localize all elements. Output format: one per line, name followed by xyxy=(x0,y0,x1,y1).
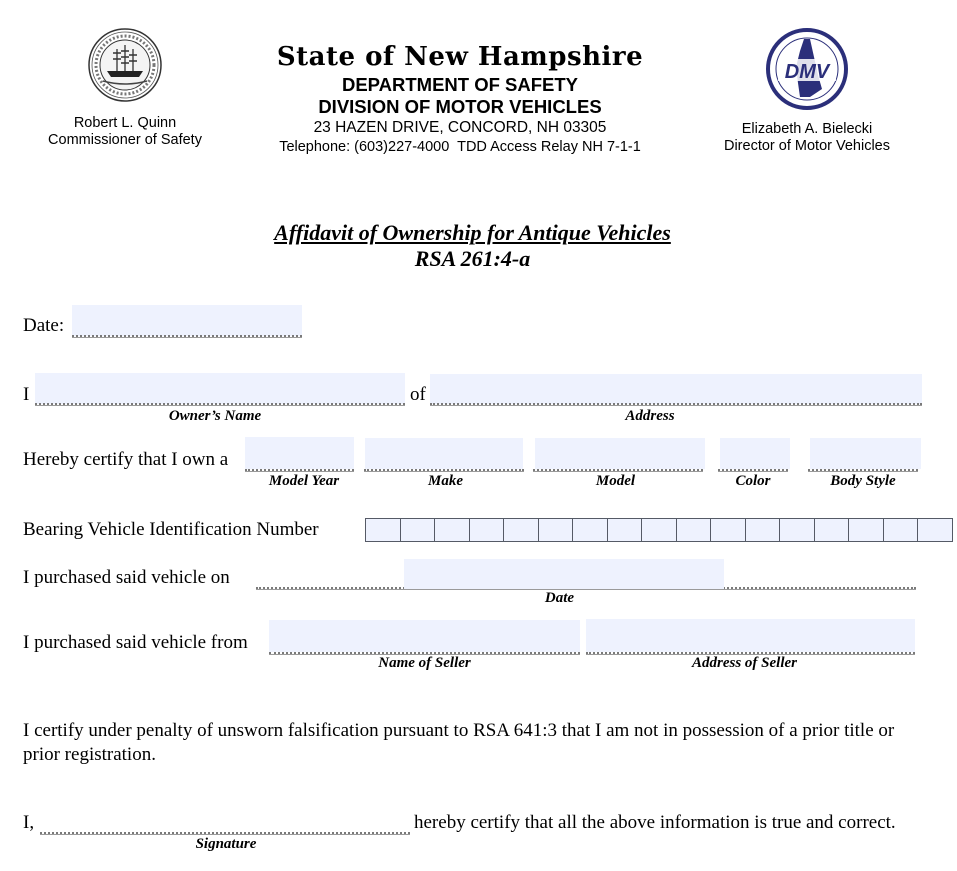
model-year-underline xyxy=(245,469,354,472)
model-year-caption: Model Year xyxy=(268,473,340,489)
model-underline xyxy=(533,469,703,472)
vin-char-input[interactable] xyxy=(848,518,884,542)
owner-of-label: of xyxy=(410,384,426,405)
dmv-logo-text: DMV xyxy=(784,61,830,83)
address-underline xyxy=(430,403,922,406)
owner-name-caption: Owner’s Name xyxy=(168,408,262,424)
owner-name-input[interactable] xyxy=(35,373,405,404)
vin-char-input[interactable] xyxy=(641,518,677,542)
body-style-caption: Body Style xyxy=(830,473,896,489)
vin-char-input[interactable] xyxy=(814,518,850,542)
signature-prefix: I, xyxy=(23,812,35,833)
vin-char-input[interactable] xyxy=(400,518,436,542)
body-style-underline xyxy=(808,469,918,472)
form-subtitle: RSA 261:4-a xyxy=(414,246,531,271)
vin-char-input[interactable] xyxy=(572,518,608,542)
seller-name-input[interactable] xyxy=(269,620,580,652)
vin-char-input[interactable] xyxy=(917,518,953,542)
model-input[interactable] xyxy=(535,438,705,469)
make-input[interactable] xyxy=(365,438,523,469)
vin-char-input[interactable] xyxy=(710,518,746,542)
signature-suffix: hereby certify that all the above information is true and correct. xyxy=(414,812,896,833)
seller-address-caption: Address of Seller xyxy=(692,655,797,671)
purchase-date-label: I purchased said vehicle on xyxy=(23,567,230,588)
vin-label: Bearing Vehicle Identification Number xyxy=(23,519,319,540)
commissioner-name: Robert L. Quinn xyxy=(73,115,177,131)
form-title: Affidavit of Ownership for Antique Vehicles xyxy=(274,220,671,245)
date-input[interactable] xyxy=(72,305,302,336)
date-label: Date: xyxy=(23,315,65,336)
department-name: DEPARTMENT OF SAFETY xyxy=(341,74,579,95)
agency-telephone: Telephone: (603)227-4000 TDD Access Relay NH 7-1-1 xyxy=(279,139,641,155)
body-style-input[interactable] xyxy=(810,438,921,469)
address-input[interactable] xyxy=(430,374,922,404)
make-caption: Make xyxy=(428,473,463,489)
agency-address: 23 HAZEN DRIVE, CONCORD, NH 03305 xyxy=(313,119,607,136)
model-caption: Model xyxy=(595,473,636,489)
state-name: State of New Hampshire xyxy=(276,42,644,72)
address-caption: Address xyxy=(625,408,675,424)
signature-line[interactable] xyxy=(40,832,410,835)
make-underline xyxy=(364,469,524,472)
penalty-statement: I certify under penalty of unsworn falsification pursuant to RSA 641:3 that I am not in possession of a prior title or prior registration. xyxy=(23,720,895,765)
dmv-logo-icon xyxy=(764,27,850,111)
certify-label: Hereby certify that I own a xyxy=(23,449,229,470)
vin-char-input[interactable] xyxy=(779,518,815,542)
vin-char-input[interactable] xyxy=(607,518,643,542)
vin-char-input[interactable] xyxy=(503,518,539,542)
director-name: Elizabeth A. Bielecki xyxy=(741,121,873,137)
division-name: DIVISION OF MOTOR VEHICLES xyxy=(318,96,602,117)
vin-char-input[interactable] xyxy=(434,518,470,542)
director-title: Director of Motor Vehicles xyxy=(723,138,890,154)
owner-prefix: I xyxy=(23,384,30,405)
vin-char-input[interactable] xyxy=(365,518,401,542)
vin-char-input[interactable] xyxy=(883,518,919,542)
color-caption: Color xyxy=(735,473,771,489)
vin-char-input[interactable] xyxy=(676,518,712,542)
vin-char-input[interactable] xyxy=(469,518,505,542)
purchase-date-caption: Date xyxy=(544,590,575,606)
color-input[interactable] xyxy=(720,438,790,469)
signature-caption: Signature xyxy=(195,836,257,852)
state-seal-icon xyxy=(87,27,163,103)
seller-name-caption: Name of Seller xyxy=(378,655,471,671)
commissioner-title: Commissioner of Safety xyxy=(48,132,202,148)
seller-address-input[interactable] xyxy=(586,619,915,652)
vin-char-input[interactable] xyxy=(745,518,781,542)
color-underline xyxy=(718,469,788,472)
owner-name-underline xyxy=(35,403,405,406)
purchase-from-label: I purchased said vehicle from xyxy=(23,632,248,653)
purchase-date-input[interactable] xyxy=(404,559,724,589)
model-year-input[interactable] xyxy=(245,437,354,469)
vin-char-input[interactable] xyxy=(538,518,574,542)
date-underline xyxy=(72,335,302,338)
